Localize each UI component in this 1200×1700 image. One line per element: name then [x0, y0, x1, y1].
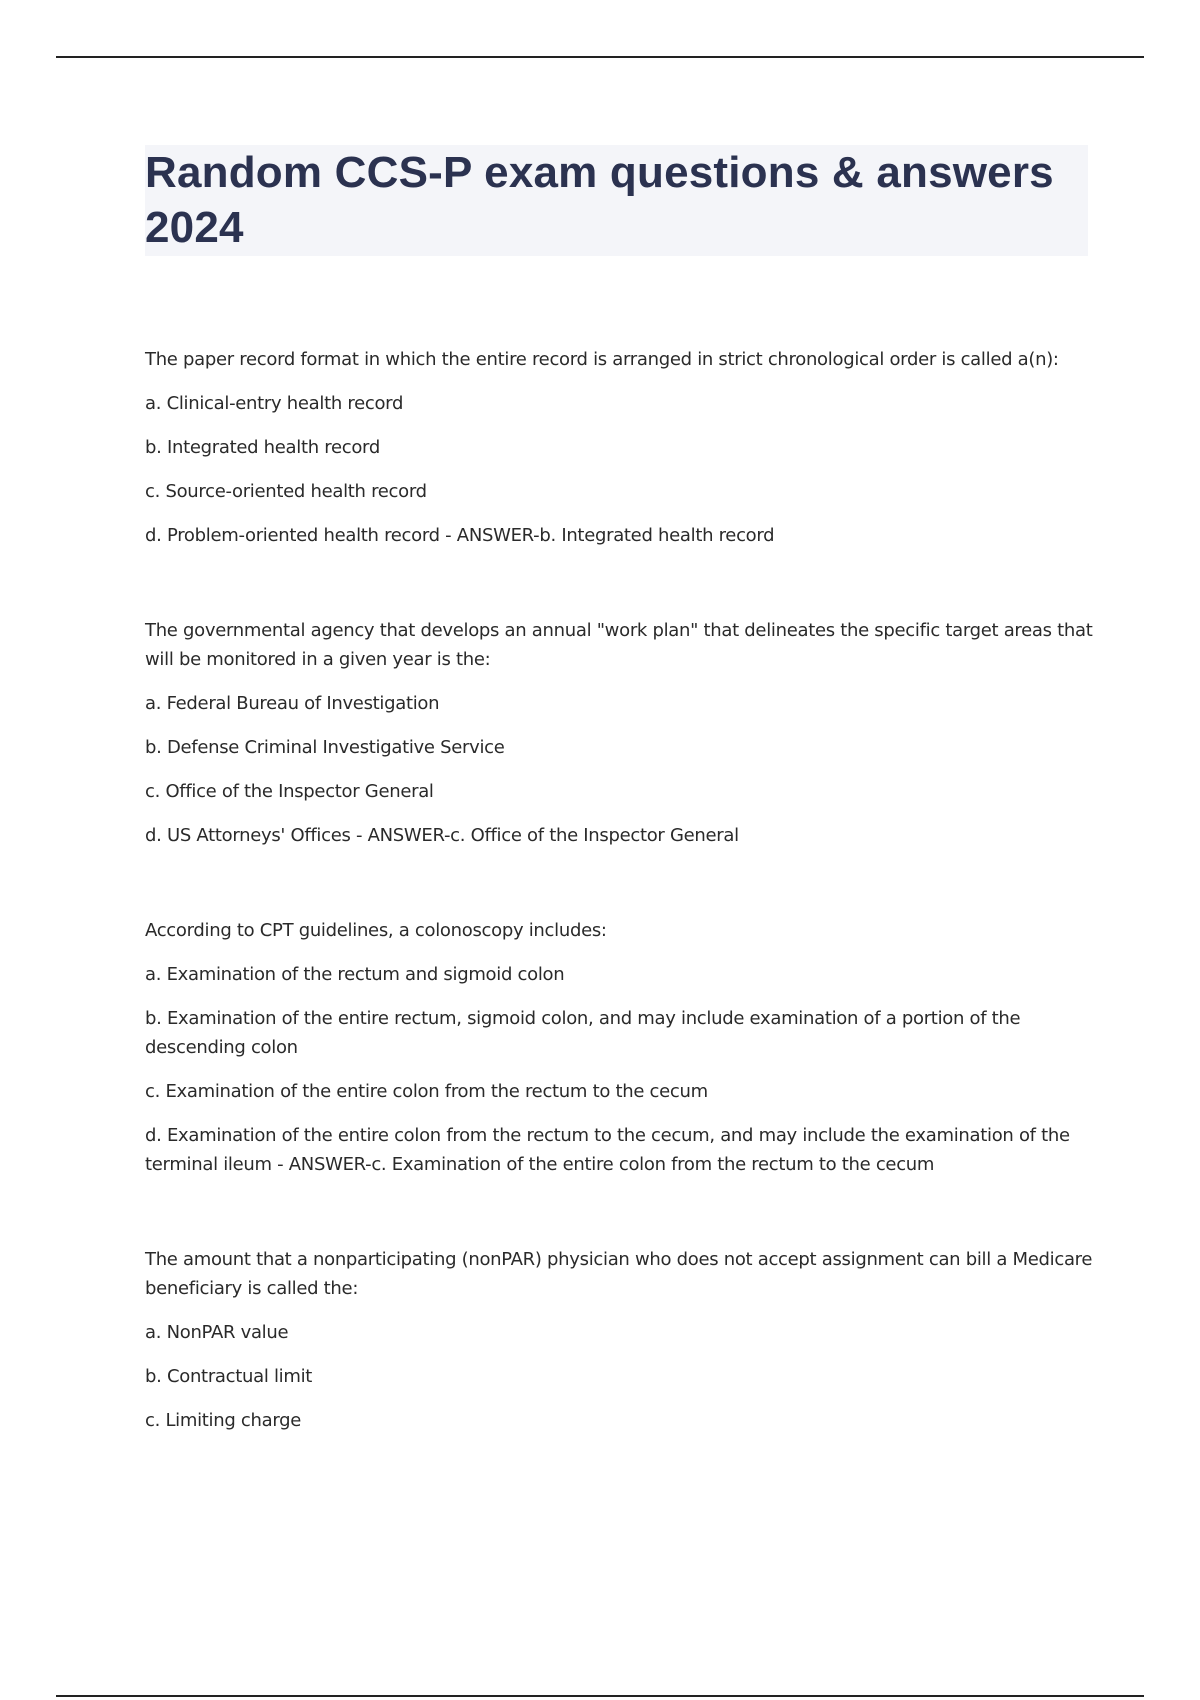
answer-option: a. Federal Bureau of Investigation	[145, 693, 440, 714]
question-text: The governmental agency that develops an annual "work plan" that delineates the specific target areas that will be monitored in a given year is the:	[145, 620, 1093, 670]
top-rule	[56, 56, 1144, 58]
answer-option: a. NonPAR value	[145, 1322, 289, 1343]
question-text: The amount that a nonparticipating (nonPAR) physician who does not accept assignment can bill a Medicare beneficiary is called the:	[145, 1249, 1093, 1299]
bottom-rule	[56, 1695, 1144, 1697]
answer-option: a. Examination of the rectum and sigmoid colon	[145, 964, 565, 985]
answer-option: a. Clinical-entry health record	[145, 393, 404, 414]
answer-option: b. Defense Criminal Investigative Service	[145, 737, 505, 758]
answer-option-with-answer: d. Examination of the entire colon from the rectum to the cecum, and may include the examination of the terminal ileum - ANSWER-c. Examination of the entire colon from the rectum to the cecum	[145, 1125, 1070, 1175]
answer-option: c. Source-oriented health record	[145, 481, 427, 502]
answer-option-with-answer: d. US Attorneys' Offices - ANSWER-c. Office of the Inspector General	[145, 825, 739, 846]
answer-option-with-answer: d. Problem-oriented health record - ANSWER-b. Integrated health record	[145, 525, 775, 546]
question-block	[145, 1245, 1095, 1435]
answer-option: b. Integrated health record	[145, 437, 380, 458]
answer-option: b. Examination of the entire rectum, sigmoid colon, and may include examination of a portion of the descending colon	[145, 1008, 1021, 1058]
question-block	[145, 616, 1095, 850]
answer-option: b. Contractual limit	[145, 1366, 313, 1387]
question-text: According to CPT guidelines, a colonoscopy includes:	[145, 920, 607, 941]
answer-option: c. Examination of the entire colon from the rectum to the cecum	[145, 1081, 708, 1102]
questions-list	[145, 345, 1095, 1501]
answer-option: c. Office of the Inspector General	[145, 781, 434, 802]
question-block	[145, 345, 1095, 550]
question-text: The paper record format in which the entire record is arranged in strict chronological order is called a(n):	[145, 349, 1059, 370]
question-block	[145, 916, 1095, 1179]
page-title: Random CCS-P exam questions & answers 2024	[145, 148, 1054, 252]
answer-option: c. Limiting charge	[145, 1410, 302, 1431]
title-banner	[145, 145, 1088, 256]
